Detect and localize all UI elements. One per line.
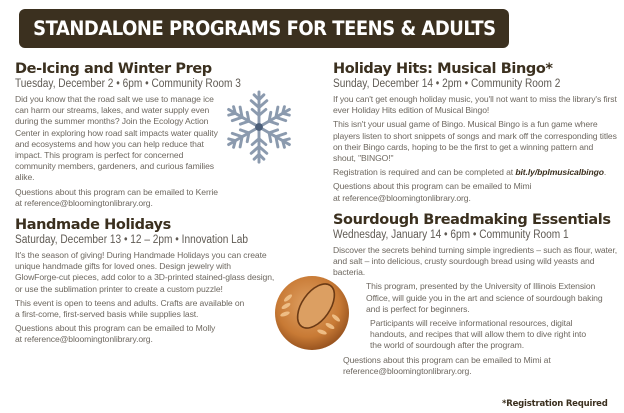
registration-text: Registration is required and can be completed at (333, 167, 514, 178)
snowflake-icon (220, 88, 298, 166)
event-title: Holiday Hits: Musical Bingo* (333, 61, 553, 77)
event-musical-bingo (333, 61, 618, 204)
event-description: It's the season of giving! During Handmade Holidays you can create unique handmade gifts for loved ones. Design jewelry with GlowForge-cut pieces, add color to a 3D-printed stained-glass design, or use the sublimation printer to create a custom puzzle! (15, 250, 275, 294)
event-meta: Tuesday, December 2 • 6pm • Community Room 3 (15, 78, 241, 90)
event-meta: Saturday, December 13 • 12 – 2pm • Innovation Lab (15, 234, 249, 247)
event-meta: Sunday, December 14 • 2pm • Community Room 2 (333, 78, 561, 90)
page-title: STANDALONE PROGRAMS FOR TEENS & ADULTS (32, 17, 496, 40)
right-column (333, 61, 618, 385)
event-sourdough (333, 212, 618, 377)
event-contact: Questions about this program can be emailed to Mimi at reference@bloomingtonlibrary.org. (333, 181, 532, 203)
registration-footnote: *Registration Required (502, 399, 608, 409)
event-registration (333, 167, 618, 178)
event-title: Sourdough Breadmaking Essentials (333, 211, 611, 228)
event-contact: Questions about this program can be emailed to Kerrie at reference@bloomingtonlibrary.org. (15, 186, 218, 208)
event-audience: This event is open to teens and adults. Crafts are available on a first-come, first-served basis while supplies last. (15, 297, 245, 320)
event-contact: Questions about this program can be emailed to Molly at reference@bloomingtonlibrary.org. (15, 323, 216, 345)
registration-suffix: . (603, 167, 607, 178)
registration-link[interactable]: bit.ly/bplmusicalbingo (515, 167, 604, 178)
event-description: If you can't get enough holiday music, you'll not want to miss the library's first ever Holiday Hits edition of Musical Bingo! (333, 94, 617, 116)
event-title: De-Icing and Winter Prep (15, 61, 212, 77)
event-description: Discover the secrets behind turning simple ingredients – such as flour, water, and salt – into delicious, crusty sourdough bread using wild yeasts and bacteria. (333, 244, 618, 278)
bread-loaf-icon (272, 272, 352, 352)
event-handmade-holidays (15, 217, 305, 346)
event-contact: Questions about this program can be emailed to Mimi at reference@bloomingtonlibrary.org. (343, 354, 551, 376)
event-presenter: This program, presented by the University of Illinois Extension Office, will guide you in the art and science of sourdough baking and is perfect for beginners. (366, 281, 603, 314)
event-takeaways: Participants will receive informational resources, digital handouts, and recipes that will allow them to dive right into the world of sourdough after the program. (370, 318, 587, 351)
event-details: This isn't your usual game of Bingo. Musical Bingo is a fun game where players listen to short snippets of songs and mark off the corresponding titles on their Bingo cards, hoping to be the first to get a winning pattern and shout, "BINGO!" (333, 119, 617, 164)
page-banner (19, 9, 509, 48)
event-title: Handmade Holidays (15, 217, 171, 234)
event-meta: Wednesday, January 14 • 6pm • Community Room 1 (333, 228, 569, 241)
event-description: Did you know that the road salt we use to manage ice can harm our streams, lakes, and water supply even during the summer months? Join the Ecology Action Center in exploring how road salt impacts water quality and ecosystems and how you can help reduce that impact. This program is perfect for concerned community members, gardeners, and curious families alike. (15, 94, 218, 183)
